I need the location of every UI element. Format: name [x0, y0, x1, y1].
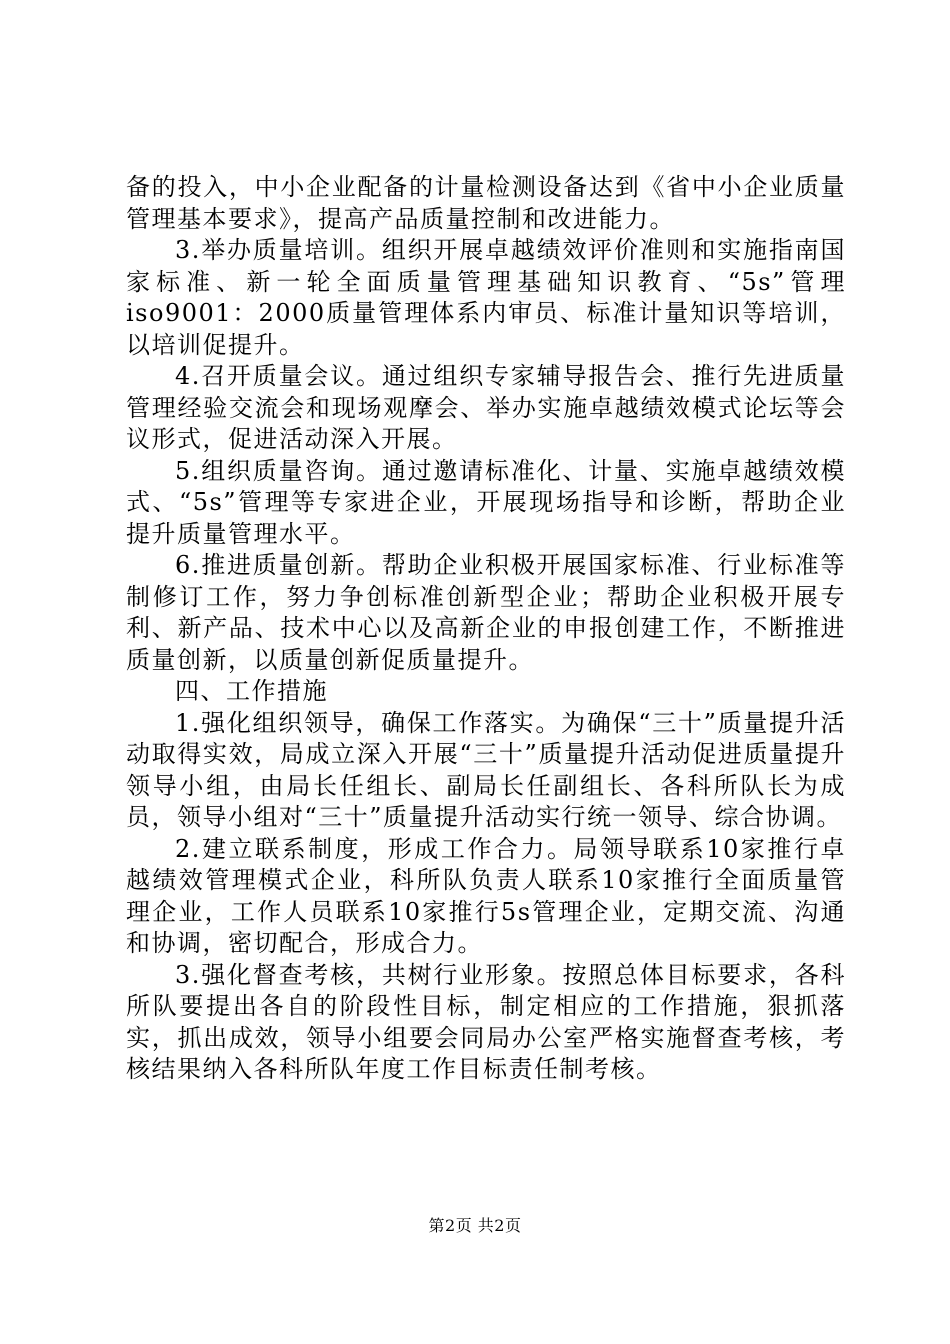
paragraph-continued: 备的投入，中小企业配备的计量检测设备达到《省中小企业质量管理基本要求》，提高产品质量控制和改进能力。	[126, 173, 846, 233]
document-body	[126, 172, 846, 1086]
paragraph-item-4-meeting: 4.召开质量会议。通过组织专家辅导报告会、推行先进质量管理经验交流会和现场观摩会、举办实施卓越绩效模式论坛等会议形式，促进活动深入开展。	[126, 362, 846, 453]
section-heading-measures: 四、工作措施	[175, 677, 328, 705]
paragraph-item-5-consulting: 5.组织质量咨询。通过邀请标准化、计量、实施卓越绩效模式、“5s”管理等专家进企业，开展现场指导和诊断，帮助企业提升质量管理水平。	[126, 456, 846, 548]
paragraph-measure-1: 1.强化组织领导，确保工作落实。为确保“三十”质量提升活动取得实效，局成立深入开展“三十”质量提升活动促进质量提升领导小组，由局长任组长、副局长任副组长、各科所队长为成员，领导小组对“三十”质量提升活动实行统一领导、综合协调。	[126, 708, 846, 831]
paragraph-measure-2: 2.建立联系制度，形成工作合力。局领导联系10家推行卓越绩效管理模式企业，科所队负责人联系10家推行全面质量管理企业，工作人员联系10家推行5s管理企业，定期交流、沟通和协调，密切配合，形成合力。	[126, 834, 846, 957]
paragraph-measure-3: 3.强化督查考核，共树行业形象。按照总体目标要求，各科所队要提出各自的阶段性目标，制定相应的工作措施，狠抓落实，抓出成效，领导小组要会同局办公室严格实施督查考核，考核结果纳入各科所队年度工作目标责任制考核。	[126, 960, 846, 1083]
paragraph-item-6-innovation: 6.推进质量创新。帮助企业积极开展国家标准、行业标准等制修订工作，努力争创标准创新型企业；帮助企业积极开展专利、新产品、技术中心以及高新企业的申报创建工作，不断推进质量创新，以质量创新促质量提升。	[126, 551, 846, 674]
page-footer: 第2页 共2页	[428, 1216, 522, 1235]
paragraph-item-3-training: 3.举办质量培训。组织开展卓越绩效评价准则和实施指南国家标准、新一轮全面质量管理基础知识教育、“5s”管理iso9001：2000质量管理体系内审员、标准计量知识等培训，以培训促提升。	[126, 236, 846, 359]
